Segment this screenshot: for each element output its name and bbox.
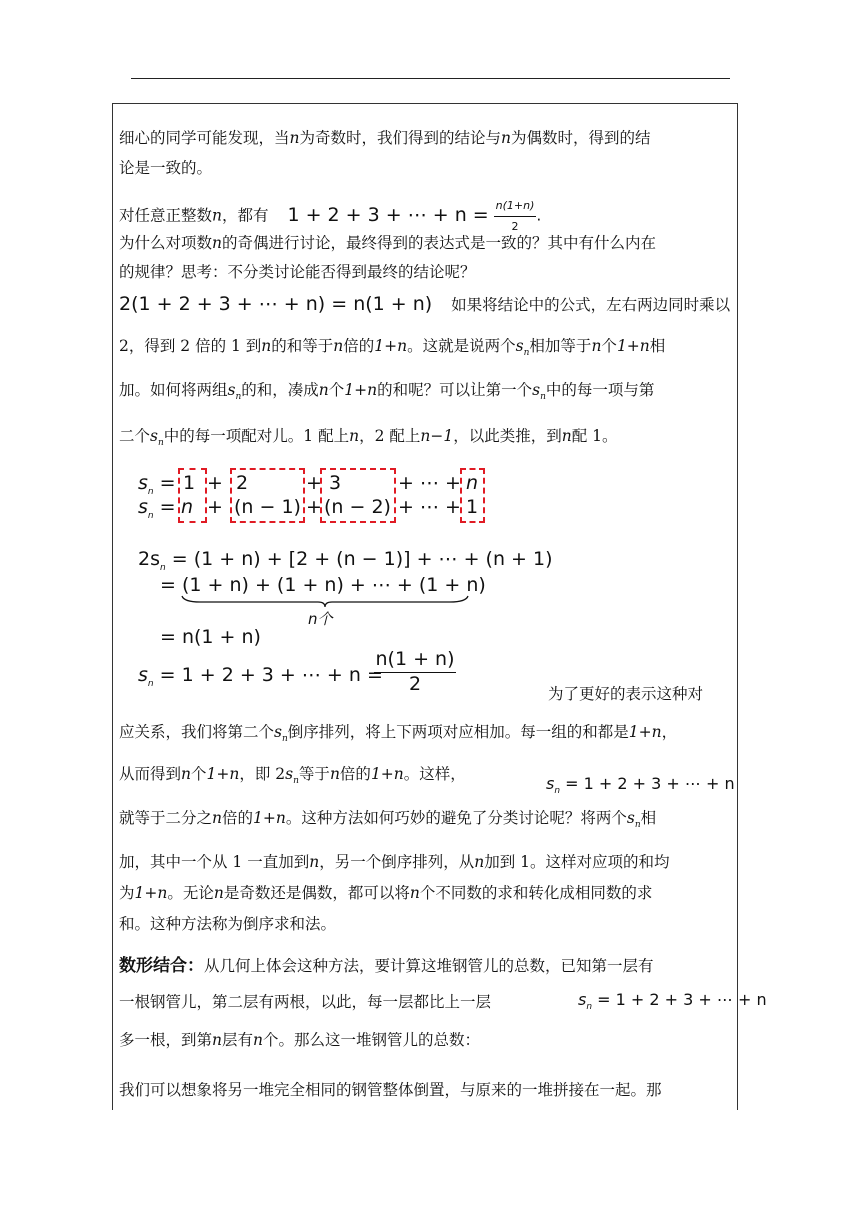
brace-label: n个 (308, 610, 333, 628)
term: + (306, 472, 322, 494)
paragraph-line: 一根钢管儿，第二层有两根，以此，每一层都比上一层 (119, 993, 492, 1011)
term: n (466, 472, 479, 494)
term: (n − 1) (234, 496, 301, 518)
fraction: $\frac{n(1+n)}{2}$ (494, 196, 537, 237)
pair-row-2-label: $s_n$ = (138, 496, 176, 521)
term: + (207, 472, 223, 494)
paragraph-line: 我们可以想象将另一堆完全相同的钢管整体倒置，与原来的一堆拼接在一起。那 (119, 1081, 662, 1099)
term: (n − 2) (324, 496, 391, 518)
term: 1 (183, 472, 196, 494)
inline-formula: $s_n = 1 + 2 + 3$ + ⋯ + n (578, 990, 767, 1013)
pair-box (460, 468, 485, 523)
term: + ⋯ + (398, 472, 461, 494)
paragraph-line: 加，其中一个从 1 一直加到n，另一个倒序排列，从n加到 1。这样对应项的和均 (119, 853, 670, 871)
term: 2 (236, 472, 249, 494)
pair-box (320, 468, 396, 523)
formula-line: 2(1 + 2 + 3 + ⋯ + n) = n(1 + n) 如果将结论中的公式，左右两边同时乘以 (119, 293, 731, 315)
term: + ⋯ + (398, 496, 461, 518)
paragraph-line: 和。这种方法称为倒序求和法。 (119, 915, 337, 933)
term: 1 (466, 496, 479, 518)
derivation-line-3: = n(1 + n) (160, 626, 261, 648)
header-rule (131, 78, 730, 79)
paragraph-line: 细心的同学可能发现，当n为奇数时，我们得到的结论与n为偶数时，得到的结 (119, 129, 651, 147)
paragraph-line: 为1+n。无论n是奇数还是偶数，都可以将n个不同数的求和转化成相同数的求 (119, 884, 653, 902)
derivation-line-2: = (1 + n) + (1 + n) + ⋯ + (1 + n) (160, 574, 486, 596)
paragraph-line: 从而得到n个1+n，即 $2s_n$等于n倍的1+n。这样， (119, 765, 466, 787)
paragraph-line: 就等于二分之n倍的1+n。这种方法如何巧妙的避免了分类讨论呢？将两个$s_n$相 (119, 809, 657, 831)
pair-box (230, 468, 305, 523)
pair-row-1-label: $s_n$ = (138, 472, 176, 497)
final-formula: $s_n = 1 + 2 + 3$ + ⋯ + n = (138, 664, 383, 689)
paragraph-line: 二个$s_n$中的每一项配对儿。1 配上n，2 配上n−1，以此类推，到n配 1。 (119, 427, 618, 449)
paragraph-line: 2，得到 2 倍的 1 到n的和等于n倍的1+n。这就是说两个$s_n$相加等于n个1+n相 (119, 337, 666, 359)
term: 3 (329, 472, 342, 494)
underbrace (180, 594, 470, 608)
paragraph-line: 论是一致的。 (119, 159, 213, 177)
term: n (181, 496, 194, 518)
term: + (207, 496, 223, 518)
derivation-line-1: $2s_n = (1 + n) + [2 + (n - 1)]$ + ⋯ + (n + 1) (138, 548, 553, 573)
paragraph-line: 加。如何将两组$s_n$的和，凑成n个1+n的和呢？可以让第一个$s_n$中的每一项与第 (119, 381, 655, 403)
paragraph-line: 的规律？思考：不分类讨论能否得到最终的结论呢？ (119, 263, 476, 281)
inline-formula: $s_n = 1 + 2 + 3$ + ⋯ + n (546, 774, 735, 797)
paragraph-line: 数形结合：从几何上体会这种方法，要计算这堆钢管儿的总数，已知第一层有 (119, 956, 654, 976)
paragraph-line: 多一根，到第n层有n个。那么这一堆钢管儿的总数： (119, 1031, 481, 1049)
term: + (306, 496, 322, 518)
final-fraction: n(1 + n) 2 (375, 648, 455, 695)
paragraph-line: 为了更好的表示这种对 (548, 685, 704, 703)
pair-box (178, 468, 207, 523)
formula-line: 对任意正整数n，都有 1 + 2 + 3 + ⋯ + n = $\frac{n(1+n)}{2}$ . (119, 196, 541, 237)
paragraph-line: 为什么对项数n的奇偶进行讨论，最终得到的表达式是一致的？其中有什么内在 (119, 234, 657, 252)
paragraph-line: 应关系，我们将第二个$s_n$倒序排列，将上下两项对应相加。每一组的和都是1+n， (119, 723, 678, 745)
